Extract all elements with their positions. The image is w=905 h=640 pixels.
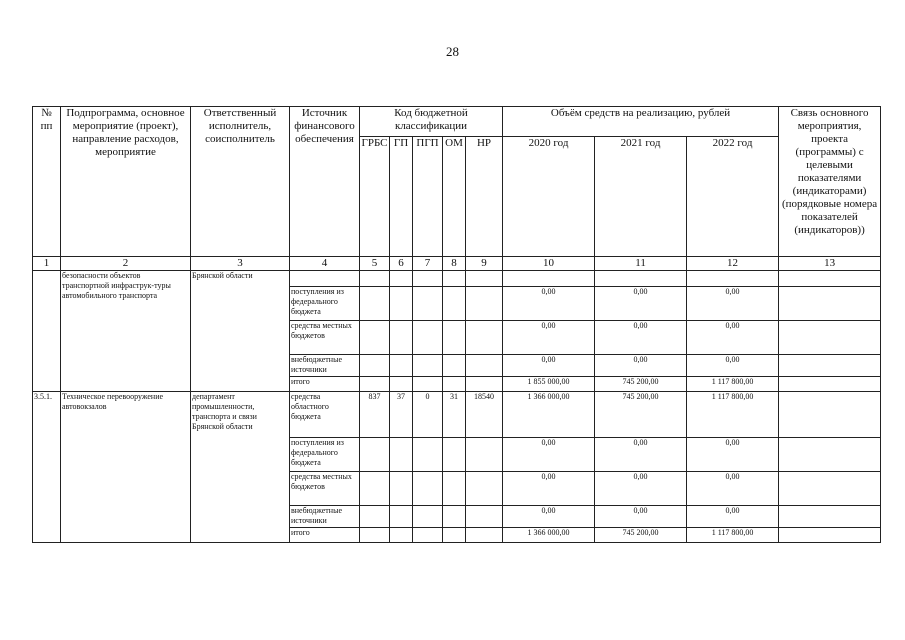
value-2021: 745 200,00 bbox=[595, 528, 687, 543]
header-budget-code: Код бюджетной классификации bbox=[360, 107, 503, 137]
pgp-cell bbox=[413, 472, 443, 506]
source-cell: средства местных бюджетов bbox=[290, 472, 360, 506]
column-number-row bbox=[33, 257, 881, 271]
grbs-cell bbox=[360, 506, 390, 528]
value-2020: 1 366 000,00 bbox=[503, 392, 595, 438]
value-2020: 0,00 bbox=[503, 472, 595, 506]
program-name: безопасности объектов транспортной инфраструк-туры автомобильного транспорта bbox=[61, 271, 191, 392]
header-2022: 2022 год bbox=[687, 137, 779, 257]
np-cell bbox=[466, 321, 503, 355]
column-number: 13 bbox=[779, 257, 881, 271]
pgp-cell bbox=[413, 271, 443, 287]
pgp-cell bbox=[413, 287, 443, 321]
table-row bbox=[33, 392, 881, 438]
budget-table bbox=[32, 106, 881, 543]
om-cell bbox=[443, 287, 466, 321]
gp-cell bbox=[390, 438, 413, 472]
row-num: 3.5.1. bbox=[33, 392, 61, 543]
grbs-cell bbox=[360, 472, 390, 506]
np-cell bbox=[466, 438, 503, 472]
link-cell bbox=[779, 528, 881, 543]
link-cell bbox=[779, 321, 881, 355]
value-2022 bbox=[687, 271, 779, 287]
value-2020 bbox=[503, 271, 595, 287]
value-2022: 0,00 bbox=[687, 506, 779, 528]
link-cell bbox=[779, 287, 881, 321]
header-program: Подпрограмма, основное мероприятие (проект), направление расходов, мероприятие bbox=[61, 107, 191, 257]
source-cell: внебюджетные источники bbox=[290, 355, 360, 377]
link-cell bbox=[779, 438, 881, 472]
value-2021: 745 200,00 bbox=[595, 392, 687, 438]
source-cell bbox=[290, 271, 360, 287]
header-2020: 2020 год bbox=[503, 137, 595, 257]
value-2021: 0,00 bbox=[595, 506, 687, 528]
pgp-cell bbox=[413, 321, 443, 355]
om-cell bbox=[443, 438, 466, 472]
source-cell: средства местных бюджетов bbox=[290, 321, 360, 355]
column-number: 4 bbox=[290, 257, 360, 271]
value-2022: 1 117 800,00 bbox=[687, 392, 779, 438]
value-2021: 0,00 bbox=[595, 321, 687, 355]
executor-name: Брянской области bbox=[191, 271, 290, 392]
value-2020: 0,00 bbox=[503, 438, 595, 472]
link-cell bbox=[779, 355, 881, 377]
value-2022: 0,00 bbox=[687, 472, 779, 506]
value-2021: 0,00 bbox=[595, 472, 687, 506]
header-grbs: ГРБС bbox=[360, 137, 390, 257]
value-2021: 0,00 bbox=[595, 287, 687, 321]
om-cell bbox=[443, 355, 466, 377]
column-number: 11 bbox=[595, 257, 687, 271]
np-cell bbox=[466, 271, 503, 287]
column-number: 5 bbox=[360, 257, 390, 271]
value-2021: 0,00 bbox=[595, 438, 687, 472]
header-pgp: ПГП bbox=[413, 137, 443, 257]
np-cell bbox=[466, 472, 503, 506]
source-cell: итого bbox=[290, 528, 360, 543]
om-cell: 31 bbox=[443, 392, 466, 438]
om-cell bbox=[443, 506, 466, 528]
executor-name: департамент промышленности, транспорта и связи Брянской области bbox=[191, 392, 290, 543]
source-cell: поступления из федерального бюджета bbox=[290, 438, 360, 472]
gp-cell bbox=[390, 528, 413, 543]
pgp-cell bbox=[413, 355, 443, 377]
value-2020: 0,00 bbox=[503, 506, 595, 528]
link-cell bbox=[779, 472, 881, 506]
gp-cell bbox=[390, 472, 413, 506]
gp-cell: 37 bbox=[390, 392, 413, 438]
np-cell bbox=[466, 528, 503, 543]
grbs-cell bbox=[360, 287, 390, 321]
source-cell: средства областного бюджета bbox=[290, 392, 360, 438]
link-cell bbox=[779, 392, 881, 438]
value-2020: 0,00 bbox=[503, 355, 595, 377]
header-num: № пп bbox=[33, 107, 61, 257]
pgp-cell bbox=[413, 506, 443, 528]
np-cell: 18540 bbox=[466, 392, 503, 438]
value-2022: 1 117 800,00 bbox=[687, 528, 779, 543]
gp-cell bbox=[390, 355, 413, 377]
np-cell bbox=[466, 506, 503, 528]
source-cell: поступления из федерального бюджета bbox=[290, 287, 360, 321]
grbs-cell bbox=[360, 321, 390, 355]
value-2020: 0,00 bbox=[503, 321, 595, 355]
pgp-cell bbox=[413, 528, 443, 543]
value-2020: 0,00 bbox=[503, 287, 595, 321]
header-executor: Ответственный исполнитель, соисполнитель bbox=[191, 107, 290, 257]
header-source: Источник финансового обеспечения bbox=[290, 107, 360, 257]
link-cell bbox=[779, 506, 881, 528]
value-2020: 1 366 000,00 bbox=[503, 528, 595, 543]
table-row bbox=[33, 271, 881, 287]
value-2022: 0,00 bbox=[687, 321, 779, 355]
value-2021 bbox=[595, 271, 687, 287]
value-2020: 1 855 000,00 bbox=[503, 377, 595, 392]
column-number: 3 bbox=[191, 257, 290, 271]
program-name: Техническое перевооружение автовокзалов bbox=[61, 392, 191, 543]
column-number: 9 bbox=[466, 257, 503, 271]
header-link: Связь основного мероприятия, проекта (программы) с целевыми показателями (индикаторами) (порядковые номера показателей (индикаторов)) bbox=[779, 107, 881, 257]
np-cell bbox=[466, 355, 503, 377]
header-funds: Объём средств на реализацию, рублей bbox=[503, 107, 779, 137]
link-cell bbox=[779, 271, 881, 287]
grbs-cell bbox=[360, 355, 390, 377]
header-np: НР bbox=[466, 137, 503, 257]
header-2021: 2021 год bbox=[595, 137, 687, 257]
value-2021: 0,00 bbox=[595, 355, 687, 377]
np-cell bbox=[466, 287, 503, 321]
value-2022: 0,00 bbox=[687, 355, 779, 377]
column-number: 8 bbox=[443, 257, 466, 271]
column-number: 2 bbox=[61, 257, 191, 271]
row-num bbox=[33, 271, 61, 392]
grbs-cell: 837 bbox=[360, 392, 390, 438]
source-cell: итого bbox=[290, 377, 360, 392]
header-gp: ГП bbox=[390, 137, 413, 257]
value-2022: 0,00 bbox=[687, 438, 779, 472]
gp-cell bbox=[390, 506, 413, 528]
pgp-cell: 0 bbox=[413, 392, 443, 438]
grbs-cell bbox=[360, 271, 390, 287]
page-number: 28 bbox=[446, 44, 459, 59]
column-number: 6 bbox=[390, 257, 413, 271]
gp-cell bbox=[390, 271, 413, 287]
header-om: ОМ bbox=[443, 137, 466, 257]
grbs-cell bbox=[360, 438, 390, 472]
om-cell bbox=[443, 528, 466, 543]
value-2022: 0,00 bbox=[687, 287, 779, 321]
pgp-cell bbox=[413, 377, 443, 392]
column-number: 7 bbox=[413, 257, 443, 271]
link-cell bbox=[779, 377, 881, 392]
column-number: 12 bbox=[687, 257, 779, 271]
om-cell bbox=[443, 377, 466, 392]
source-cell: внебюджетные источники bbox=[290, 506, 360, 528]
value-2021: 745 200,00 bbox=[595, 377, 687, 392]
grbs-cell bbox=[360, 528, 390, 543]
gp-cell bbox=[390, 321, 413, 355]
gp-cell bbox=[390, 377, 413, 392]
column-number: 1 bbox=[33, 257, 61, 271]
om-cell bbox=[443, 321, 466, 355]
column-number: 10 bbox=[503, 257, 595, 271]
om-cell bbox=[443, 271, 466, 287]
np-cell bbox=[466, 377, 503, 392]
gp-cell bbox=[390, 287, 413, 321]
grbs-cell bbox=[360, 377, 390, 392]
om-cell bbox=[443, 472, 466, 506]
value-2022: 1 117 800,00 bbox=[687, 377, 779, 392]
pgp-cell bbox=[413, 438, 443, 472]
